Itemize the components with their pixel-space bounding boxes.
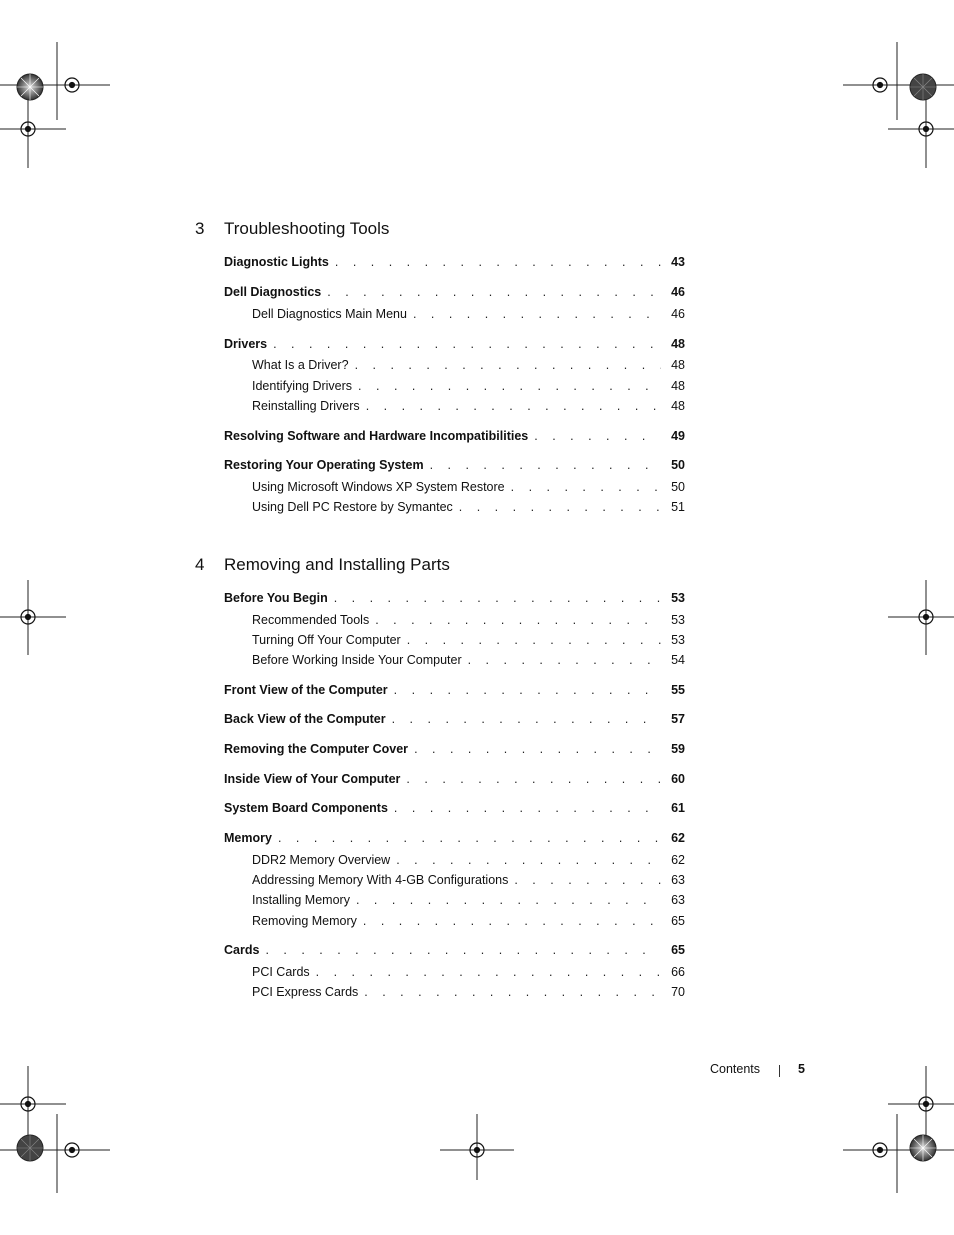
- toc-entry[interactable]: [224, 829, 685, 847]
- dot-leader: [407, 631, 661, 649]
- toc-entry-title: Drivers: [224, 337, 268, 351]
- toc-entry[interactable]: [224, 589, 685, 607]
- toc-entry-page: 62: [671, 853, 685, 867]
- toc-entry[interactable]: [224, 770, 685, 788]
- toc-subentry[interactable]: [252, 377, 685, 395]
- toc-entry-page: 48: [671, 358, 685, 372]
- toc-entry-title: Before Working Inside Your Computer: [252, 653, 462, 667]
- starburst-mark-icon: [17, 74, 43, 100]
- toc-entry-page: 46: [671, 307, 685, 321]
- toc-entry-title: Addressing Memory With 4-GB Configurations: [252, 873, 509, 887]
- toc-entry-title: DDR2 Memory Overview: [252, 853, 391, 867]
- toc-entry[interactable]: [224, 427, 685, 445]
- toc-entry-title: System Board Components: [224, 801, 388, 815]
- toc-entry-title: Recommended Tools: [252, 613, 370, 627]
- footer-section-label: Contents: [710, 1062, 761, 1076]
- dot-leader: [406, 770, 661, 788]
- toc-entry-title: Dell Diagnostics: [224, 285, 322, 299]
- toc-entry-page: 51: [671, 500, 685, 514]
- toc-entry-page: 50: [671, 458, 685, 472]
- toc-subentry[interactable]: [252, 651, 685, 669]
- dot-leader: [265, 941, 661, 959]
- toc-entry-page: 48: [671, 337, 685, 351]
- toc-entry-page: 46: [671, 285, 685, 299]
- toc-subentry[interactable]: [252, 478, 685, 496]
- chapter-title: Troubleshooting Tools: [224, 219, 390, 238]
- toc-entry-title: Turning Off Your Computer: [252, 633, 401, 647]
- chapter-heading: [195, 219, 695, 249]
- toc-entry-title: Identifying Drivers: [252, 379, 353, 393]
- dot-leader: [468, 651, 661, 669]
- footer-divider: [779, 1065, 780, 1077]
- dot-leader: [375, 611, 661, 629]
- toc-entry-page: 53: [671, 591, 685, 605]
- toc-subentry[interactable]: [252, 611, 685, 629]
- dot-leader: [514, 871, 661, 889]
- toc-entry-title: PCI Express Cards: [252, 985, 359, 999]
- chapter-3: [195, 219, 695, 514]
- toc-entry-title: Front View of the Computer: [224, 683, 388, 697]
- toc-entry-title: Restoring Your Operating System: [224, 458, 424, 472]
- toc-entry[interactable]: [224, 681, 685, 699]
- toc-entry-title: Removing Memory: [252, 914, 357, 928]
- toc-entry-page: 62: [671, 831, 685, 845]
- toc-entry[interactable]: [224, 941, 685, 959]
- chapter-number: 3: [195, 219, 205, 238]
- dot-leader: [364, 983, 661, 1001]
- chapter-title: Removing and Installing Parts: [224, 555, 450, 574]
- dot-leader: [430, 456, 662, 474]
- chapter-number: 4: [195, 555, 205, 574]
- toc-entry-title: Using Microsoft Windows XP System Restore: [252, 480, 505, 494]
- toc-entry-title: Dell Diagnostics Main Menu: [252, 307, 407, 321]
- toc-entry-page: 48: [671, 379, 685, 393]
- toc-entry-page: 50: [671, 480, 685, 494]
- toc-subentry[interactable]: [252, 871, 685, 889]
- toc-entry[interactable]: [224, 335, 685, 353]
- starburst-mark-icon: [910, 74, 936, 100]
- toc-entry-title: Before You Begin: [224, 591, 328, 605]
- toc-entry-page: 59: [671, 742, 685, 756]
- toc-entry-page: 61: [671, 801, 685, 815]
- dot-leader: [392, 710, 661, 728]
- toc-subentry[interactable]: [252, 912, 685, 930]
- page-number: 5: [798, 1062, 805, 1076]
- toc-entry-title: Memory: [224, 831, 272, 845]
- toc-entry-title: Using Dell PC Restore by Symantec: [252, 500, 453, 514]
- dot-leader: [414, 740, 661, 758]
- dot-leader: [459, 498, 661, 516]
- dot-leader: [366, 397, 661, 415]
- toc-entry[interactable]: [224, 456, 685, 474]
- starburst-mark-icon: [910, 1135, 936, 1161]
- toc-entry-page: 57: [671, 712, 685, 726]
- chapter-heading: [195, 555, 695, 585]
- toc-entry-title: Cards: [224, 943, 260, 957]
- toc-entry-title: Reinstalling Drivers: [252, 399, 360, 413]
- toc-entry-page: 70: [671, 985, 685, 999]
- toc-entry[interactable]: [224, 283, 685, 301]
- toc-subentry[interactable]: [252, 498, 685, 516]
- toc-subentry[interactable]: [252, 356, 685, 374]
- toc-entry[interactable]: [224, 799, 685, 817]
- dot-leader: [413, 305, 661, 323]
- dot-leader: [396, 851, 661, 869]
- toc-entry-page: 53: [671, 633, 685, 647]
- toc-entry[interactable]: [224, 740, 685, 758]
- toc-entry-page: 65: [671, 914, 685, 928]
- toc-entry-page: 63: [671, 893, 685, 907]
- toc-entry[interactable]: [224, 710, 685, 728]
- dot-leader: [534, 427, 661, 445]
- toc-subentry[interactable]: [252, 983, 685, 1001]
- toc-entry-title: PCI Cards: [252, 965, 310, 979]
- dot-leader: [394, 799, 661, 817]
- toc-entry-page: 43: [671, 255, 685, 269]
- toc-entry[interactable]: [224, 253, 685, 271]
- toc-entry-page: 66: [671, 965, 685, 979]
- dot-leader: [335, 253, 661, 271]
- starburst-mark-icon: [17, 1135, 43, 1161]
- toc-entry-title: Installing Memory: [252, 893, 350, 907]
- dot-leader: [327, 283, 661, 301]
- dot-leader: [334, 589, 661, 607]
- toc-entry-title: Back View of the Computer: [224, 712, 386, 726]
- dot-leader: [355, 356, 662, 374]
- toc-entry-page: 49: [671, 429, 685, 443]
- toc-entry-title: Resolving Software and Hardware Incompatibilities: [224, 429, 529, 443]
- chapter-4: [195, 555, 695, 999]
- dot-leader: [394, 681, 661, 699]
- toc-entry-title: What Is a Driver?: [252, 358, 349, 372]
- toc-entry-page: 55: [671, 683, 685, 697]
- toc-entry-title: Removing the Computer Cover: [224, 742, 409, 756]
- toc-entry-page: 54: [671, 653, 685, 667]
- dot-leader: [278, 829, 661, 847]
- toc-entry-title: Diagnostic Lights: [224, 255, 329, 269]
- toc-entry-page: 63: [671, 873, 685, 887]
- dot-leader: [363, 912, 661, 930]
- toc-subentry[interactable]: [252, 963, 685, 981]
- toc-subentry[interactable]: [252, 397, 685, 415]
- toc-subentry[interactable]: [252, 305, 685, 323]
- dot-leader: [273, 335, 661, 353]
- toc-entry-page: 60: [671, 772, 685, 786]
- toc-entry-page: 53: [671, 613, 685, 627]
- toc-subentry[interactable]: [252, 851, 685, 869]
- toc-subentry[interactable]: [252, 891, 685, 909]
- toc-subentry[interactable]: [252, 631, 685, 649]
- dot-leader: [356, 891, 661, 909]
- dot-leader: [316, 963, 661, 981]
- toc-entry-page: 48: [671, 399, 685, 413]
- dot-leader: [511, 478, 661, 496]
- toc-entry-title: Inside View of Your Computer: [224, 772, 401, 786]
- dot-leader: [358, 377, 661, 395]
- toc-entry-page: 65: [671, 943, 685, 957]
